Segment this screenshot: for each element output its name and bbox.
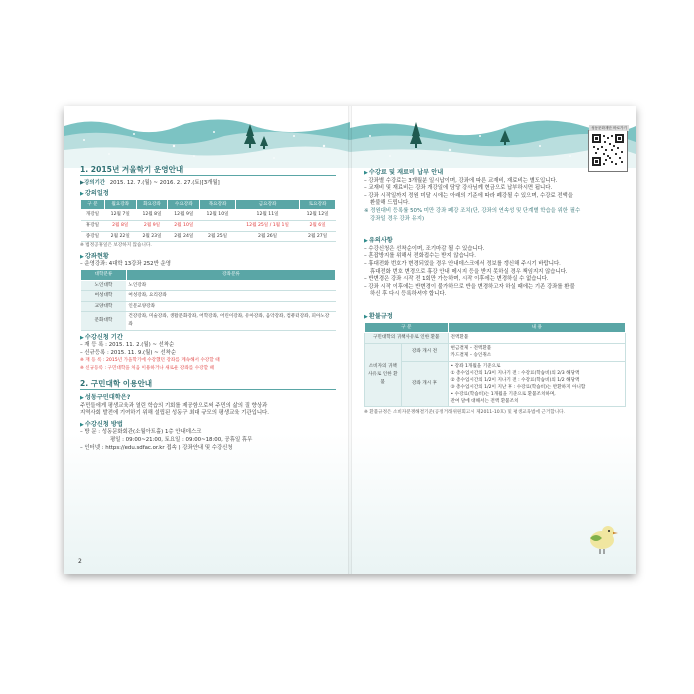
refund-before-line: 현금결제 – 전액환불: [450, 345, 492, 351]
refund-row: [365, 343, 626, 361]
refund-subrow-value: [448, 343, 626, 361]
schedule-cell: 2월 8일: [104, 220, 136, 231]
registration-note: ※ 재 등 록 : 2015년 가을학기에 수강했던 강좌를 계속해서 수강할 때: [80, 358, 220, 364]
notice-line: 휴대전화 번호 변경으로 휴강 안내 메시지 등을 받지 못하실 경우 책임지지 않습니다.: [370, 268, 568, 275]
schedule-cell: 2월 10일: [168, 220, 200, 231]
schedule-cell: 12월 12일: [300, 210, 336, 221]
bullet-icon: ▶: [80, 191, 84, 198]
refund-subrow-label: 강좌 개시 전: [401, 343, 448, 361]
refund-note: ※ 환불규정은 소비자분쟁해결기준(공정거래위원회고시 제2011-10호) 및 평생교육법에 근거합니다.: [364, 409, 566, 415]
lecture-period: [80, 180, 336, 188]
bullet-icon: ▶: [80, 334, 84, 341]
about-text: 지역사회 발전에 기여하기 위해 설립된 성동구 최대 규모의 평생교육 기관입니다.: [80, 410, 269, 417]
schedule-cell: 2월 24일: [168, 231, 200, 242]
course-row: [81, 312, 336, 330]
fee-heading: ▶수강료 및 재료비 납부 안내: [364, 169, 444, 176]
bullet-icon: ▶: [80, 421, 84, 428]
schedule-cell: 12월 8일: [136, 210, 168, 221]
schedule-row: [81, 231, 336, 242]
course-college: 노인대학: [81, 280, 127, 291]
bullet-icon: ▶: [364, 170, 368, 176]
schedule-cell: 2월 26일: [235, 231, 299, 242]
course-header: 대학분류: [81, 269, 127, 280]
refund-group-label: 소비자의 귀책사유로 인한 환불: [365, 343, 402, 406]
refund-after-line: • 수강료(학습비)는 1개월을 기준으로 환불조치하며,: [450, 391, 556, 397]
schedule-cell: 12월 10일: [200, 210, 236, 221]
course-list: 노인강좌: [126, 280, 335, 291]
schedule-cell: 12월 9일: [168, 210, 200, 221]
schedule-cell: 12월 11일: [235, 210, 299, 221]
refund-after-line: 잔여 달에 대해서는 전액 환불조치: [450, 398, 519, 404]
registration-note: ※ 신규등록 : 구민대학을 처음 이용하거나 새로운 강좌를 수강할 때: [80, 365, 214, 371]
notice-line: 하신 후 다시 등록하셔야 합니다.: [370, 291, 447, 298]
refund-table: [364, 322, 626, 407]
course-row: [81, 280, 336, 291]
notice-line: – 반변경은 강좌 시작 전 1회만 가능하며, 시작 이후에는 변경하실 수 없습니다.: [364, 276, 549, 283]
status-summary: – 운영강좌: 4대학 13강좌 252반 운영: [80, 261, 171, 268]
schedule-row: [81, 220, 336, 231]
notice-line: – 강좌 시작 이후에는 반변경이 불가하므로 반을 변경하고자 하실 때에는 기존 강좌를 환불: [364, 283, 575, 290]
refund-after-line: ① 총수업시간의 1/3이 지나기 전 : 수강료(학습비)의 2/3 해당액: [450, 370, 580, 376]
how-to-apply-heading: ▶수강신청 방법: [80, 420, 123, 428]
registration-existing: – 재 등 록 : 2015. 11. 2.(월) ~ 선착순: [80, 342, 175, 349]
refund-after-line: ③ 총수업시간의 1/2이 지난 후 : 수강료(학습비)는 반환하지 아니함: [450, 384, 586, 390]
course-header: 강좌분류: [126, 269, 335, 280]
refund-before-line: 카드결제 – 승인취소: [450, 353, 492, 359]
schedule-note: ※ 법정공휴일은 보강하지 않습니다.: [80, 243, 152, 249]
schedule-header-row: [81, 199, 336, 210]
course-list: 건강강좌, 미술강좌, 생활문화강좌, 어학강좌, 어린이강좌, 유아강좌, 음악강좌, 컴퓨터강좌, 피아노강좌: [126, 312, 335, 330]
schedule-cell: 2월 23일: [136, 231, 168, 242]
section1-title: 1. 2015년 겨울학기 운영안내: [80, 166, 336, 176]
refund-after-line: ② 총수업시간의 1/2이 지나기 전 : 수강료(학습비)의 1/2 해당액: [450, 377, 580, 383]
course-header-row: [81, 269, 336, 280]
visit-line: – 방 문 : 성동문화회관(소월아트홀) 1층 안내데스크: [80, 429, 202, 436]
notice-heading: ▶유의사항: [364, 237, 393, 245]
lecture-period-value: 2015. 12. 7.(월) ~ 2016. 2. 27.(토)[3개월]: [109, 179, 220, 186]
schedule-row-label: 종강일: [81, 231, 105, 242]
refund-row: [365, 361, 626, 406]
schedule-header: 토요강좌: [300, 199, 336, 210]
schedule-cell: 2월 9일: [136, 220, 168, 231]
schedule-header: 구 분: [81, 199, 105, 210]
left-page: [64, 106, 350, 574]
schedule-cell: 12월 25일 / 1월 1일: [235, 220, 299, 231]
schedule-cell: 12월 7일: [104, 210, 136, 221]
course-college: 문화대학: [81, 312, 127, 330]
schedule-row-label: 휴강일: [81, 220, 105, 231]
registration-period-heading: ▶수강신청 기간: [80, 333, 123, 341]
fee-line: 환불해 드립니다.: [370, 200, 410, 207]
notice-line: – 휴대전화 번호가 변경되었을 경우 안내데스크에서 정보를 갱신해 주시기 바랍니다.: [364, 260, 561, 267]
bullet-icon: ▶: [80, 395, 84, 402]
page-number: 2: [78, 558, 82, 565]
schedule-row-label: 개강일: [81, 210, 105, 221]
refund-header: 구 분: [365, 322, 449, 333]
brochure-spread: [64, 106, 636, 574]
web-line: – 인터넷 : https://edu.sdfac.or.kr 접속 ⟩ 강좌안내 및 수강신청: [80, 444, 233, 451]
qr-pattern-icon: [592, 134, 624, 166]
refund-header: 내 용: [448, 322, 626, 333]
about-heading: ▶성동구민대학은?: [80, 394, 131, 402]
schedule-heading: ▶강의일정: [80, 190, 109, 198]
fee-line: 강좌일 경우 강좌 유지): [370, 215, 425, 222]
schedule-cell: [200, 220, 236, 231]
schedule-table: [80, 199, 336, 242]
about-text: 주민들에게 평생교육과 열린 학습의 기회를 제공함으로써 주민의 삶의 질 향상과: [80, 402, 268, 409]
refund-after-line: • 강좌 1개월을 기준으로: [450, 363, 501, 369]
notice-line: – 수강신청은 선착순이며, 조기마감 될 수 있습니다.: [364, 245, 485, 252]
bullet-icon: ▶: [364, 313, 368, 320]
bullet-icon: ▶: [364, 238, 368, 245]
course-list: 인문교양강좌: [126, 301, 335, 312]
course-college: 여성대학: [81, 291, 127, 302]
course-row: [81, 291, 336, 302]
fee-line: ※ 정원대비 등록률 50% 미만 강좌 폐강 조치(단, 강좌의 연속성 및 단계별 학습을 위한 필수: [364, 207, 581, 214]
notice-line: – 혼잡방지를 위해서 전화접수는 받지 않습니다.: [364, 253, 476, 260]
bird-illustration: [582, 516, 622, 556]
refund-row: [365, 333, 626, 344]
lecture-period-label: ▶강의기간: [80, 179, 105, 186]
schedule-header: 월요강좌: [104, 199, 136, 210]
status-heading: ▶강좌현황: [80, 252, 109, 260]
course-table: [80, 269, 336, 331]
schedule-row: [81, 210, 336, 221]
schedule-cell: 2월 6일: [300, 220, 336, 231]
course-list: 여성강좌, 요리강좌: [126, 291, 335, 302]
fee-line: – 교재비 및 재료비는 강좌 개강일에 담당 강사님께 현금으로 납부하시면 됩니다.: [364, 185, 553, 192]
right-page: [350, 106, 636, 574]
schedule-header: 수요강좌: [168, 199, 200, 210]
fee-line: – 강좌별 수강료는 3개월분 일시납이며, 강좌에 따른 교재비, 재료비는 별도입니다.: [364, 177, 558, 184]
refund-header-row: [365, 322, 626, 333]
fee-line: – 강좌 시작일까지 정원 미달 시에는 아래의 기준에 따라 폐강될 수 있으며, 수강료 전액을: [364, 192, 573, 199]
right-content: [364, 166, 626, 416]
refund-row-value: 전액환불: [448, 333, 626, 344]
bullet-icon: ▶: [80, 253, 84, 260]
refund-subrow-label: 강좌 개시 후: [401, 361, 448, 406]
registration-new: – 신규등록 : 2015. 11. 9.(월) ~ 선착순: [80, 349, 177, 356]
schedule-header: 금요강좌: [235, 199, 299, 210]
section2-title: 2. 구민대학 이용안내: [80, 380, 336, 390]
winter-header-illustration: [64, 106, 350, 168]
refund-subrow-value: [448, 361, 626, 406]
page-gutter: [348, 106, 352, 574]
qr-label: 성동문화재단 바로가기: [589, 125, 629, 131]
visit-hours: 평일 : 09:00~21:00, 토요일 : 09:00~18:00, 공휴일 휴무: [110, 437, 253, 444]
schedule-cell: 2월 22일: [104, 231, 136, 242]
course-row: [81, 301, 336, 312]
schedule-cell: 2월 25일: [200, 231, 236, 242]
refund-row-label: 구민대학의 귀책사유로 인한 환불: [365, 333, 449, 344]
left-content: [80, 166, 336, 452]
schedule-header: 화요강좌: [136, 199, 168, 210]
course-college: 교양대학: [81, 301, 127, 312]
schedule-header: 목요강좌: [200, 199, 236, 210]
refund-heading: ▶환불규정: [364, 312, 393, 320]
schedule-cell: 2월 27일: [300, 231, 336, 242]
